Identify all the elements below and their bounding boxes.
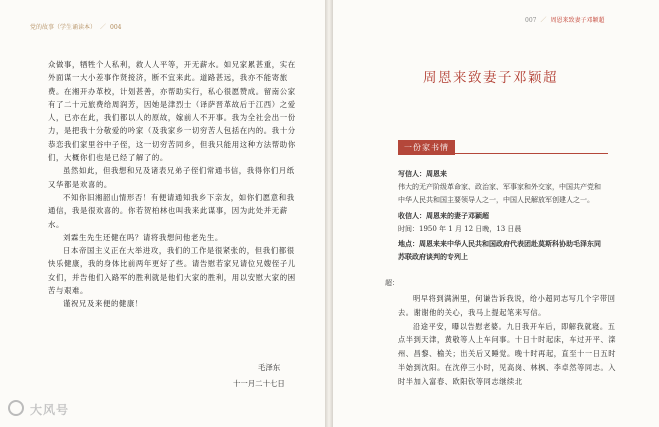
right-page-number: 007 (525, 17, 537, 24)
writer-description-2: 中华人民共和国主要领导人之一，中国人民解放军创建人之一。 (398, 196, 594, 204)
place-label-2: 苏联政府谈判的专列上 (398, 252, 468, 261)
book-title: 党的故事（学生诵读本） (30, 24, 97, 31)
letter-salutation: 超： (385, 279, 399, 287)
chapter-title: 周恩来致妻子邓颖超 (423, 70, 558, 86)
writer-label: 写信人：周恩来 (398, 169, 447, 178)
recipient-label: 收信人：周恩来的妻子邓颖超 (398, 211, 489, 220)
place-label-1: 地点：周恩来来中华人民共和国政府代表团赴莫斯科协助毛泽东同 (398, 239, 601, 248)
right-page-header: 007 ／ 周恩来致妻子邓颖超 (525, 17, 605, 24)
letter-signature: 毛泽东 (258, 363, 281, 372)
letter-paragraph: 刘霖生先生还健在吗？请将我想问他老先生。 (63, 232, 223, 242)
letter-paragraph: 明早将到满洲里，何谦告诉我说，给小超同志写几个字带回去。谢谢他的关心，我马上提起笔来写信。 (398, 294, 616, 317)
letter-paragraph: 不知你旧湘韶山情形否！有便请通知我乡下亲友，如你们愿意和我通信，我是很欢喜的。你若贺柏林也叫我来此谋事，因为此处并无薪水。 (48, 192, 295, 229)
watermark-logo (8, 398, 88, 418)
time-label: 时间：1950 年 1 月 12 日晚，13 日晨 (398, 225, 522, 233)
section-rule (398, 153, 608, 154)
left-page (0, 0, 325, 427)
watermark-icon (8, 400, 24, 416)
right-page (333, 0, 659, 427)
letter-paragraph: 沿途平安，曝以告慰老婆。九日我开车后，即解我就寝。五点半到天津，黄敬等人上车问事。十日十时起床，车过开平、滦州、昌黎、榆关；出关后又睡觉。晚十时再起，直至十一日五时半始到沈阳。在沈停三小时，见高岗、林枫、李卓然等同志。入时半加入富春、欧阳钦等同志继续北 (398, 321, 617, 386)
letter-body-left (48, 58, 298, 311)
letter-paragraph: 虽然如此，但我想和兄及诸表兄弟子侄们常通书信，我得你们月纸又华都是欢喜的。 (48, 166, 295, 189)
letter-paragraph: 谨祝兄及来便的健康！ (63, 299, 143, 309)
writer-description-1: 伟大的无产阶级革命家、政治家、军事家和外交家，中国共产党和 (398, 183, 601, 191)
chapter-title-header: 周恩来致妻子邓颖超 (550, 17, 605, 24)
section-badge: 一份家书情 (398, 140, 455, 155)
book-gutter (325, 0, 333, 427)
watermark-text: 大风号 (30, 403, 70, 417)
letter-paragraph: 众做事，牺牲个人私利，救人人平等，开无薪水。如兄家累甚重，实在外面谋一大小差事作贤接济，断不宜来此。道路甚远，我亦不能寄旅费。在湘开办革校，计划甚善，亦帮助实行，私心很愿赞成。留南公家有了二十元旅费给周润芳，因她是津烈士（译萨晋革故后于江西）之爱人，已亦在此，我们都以人的原故，嫁前人不开事。我为全社会出一份力，是把我十分敬爱的吟家（及我家乡一切穷苦人包括在内的。我十分恭恋我们家里谷中子侄，这一切穷苦同乡，但我只能用这种方法帮助你们，大概你们也是已经了解了的。 (48, 60, 296, 163)
letter-body-right (398, 292, 623, 389)
left-page-header: 党的故事（学生诵读本） ／ 004 (30, 24, 122, 31)
letter-paragraph: 日本帝国主义正在大举进攻，我们的工作是很紧张的，但我们都很快乐健康，我的身体比前两年更好了些。请告慰若家兄请位兄嫂侄子儿女们，并告他们入路军的胜利就是他们大家的胜利，用以安慰大家的困苦与艰难。 (48, 246, 296, 296)
left-page-number: 004 (110, 24, 122, 31)
letter-date: 十一月二十七日 (233, 379, 285, 388)
